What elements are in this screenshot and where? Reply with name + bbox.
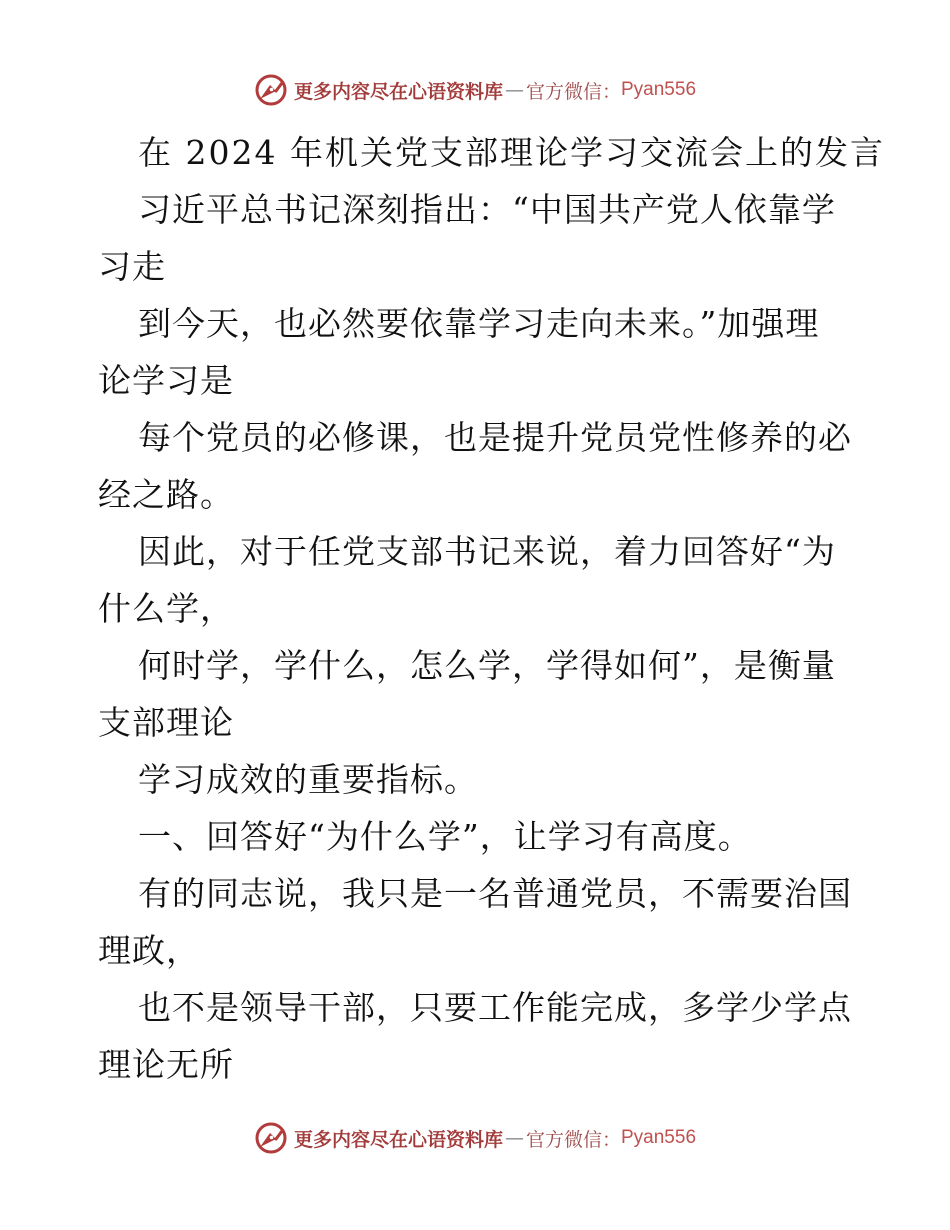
pen-nib-circle-icon [254,73,288,107]
banner-dash: — [504,1127,524,1149]
paragraph-line: 习走 [98,247,166,286]
paragraph-line: 理政， [98,931,200,970]
banner-wechat-id: Pyan556 [621,79,697,100]
paragraph-line: 因此，对于任党支部书记来说，着力回答好“为 [138,532,836,571]
paragraph-line: 支部理论 [98,703,234,742]
paragraph-line: 有的同志说，我只是一名普通党员，不需要治国 [138,874,852,913]
paragraph-line: 理论无所 [98,1045,234,1084]
document-body [98,124,885,1093]
paragraph-line: 也不是领导干部，只要工作能完成，多学少学点 [138,988,852,1027]
document-title: 在 2024 年机关党支部理论学习交流会上的发言 [138,133,885,172]
paragraph-line: 何时学，学什么，怎么学，学得如何”，是衡量 [138,646,836,685]
paragraph-line: 到今天，也必然要依靠学习走向未来。”加强理 [138,304,820,343]
banner-wechat-label: 官方微信： [525,80,621,103]
banner-brand: 更多内容尽在心语资料库 [293,1128,503,1151]
pen-nib-circle-icon [254,1121,288,1155]
section-heading: 一、回答好“为什么学”，让学习有高度。 [138,817,752,856]
paragraph-line: 习近平总书记深刻指出：“中国共产党人依靠学 [138,190,836,229]
footer-watermark [0,1118,950,1158]
banner-wechat-id: Pyan556 [621,1127,697,1148]
banner-wechat-label: 官方微信： [525,1128,621,1151]
paragraph-line: 经之路。 [98,475,234,514]
header-watermark [0,70,950,110]
banner-brand: 更多内容尽在心语资料库 [293,80,503,103]
paragraph-line: 论学习是 [98,361,234,400]
banner-dash: — [504,79,524,101]
paragraph-line: 什么学， [98,589,234,628]
paragraph-line: 每个党员的必修课，也是提升党员党性修养的必 [138,418,852,457]
paragraph-line: 学习成效的重要指标。 [138,760,478,799]
